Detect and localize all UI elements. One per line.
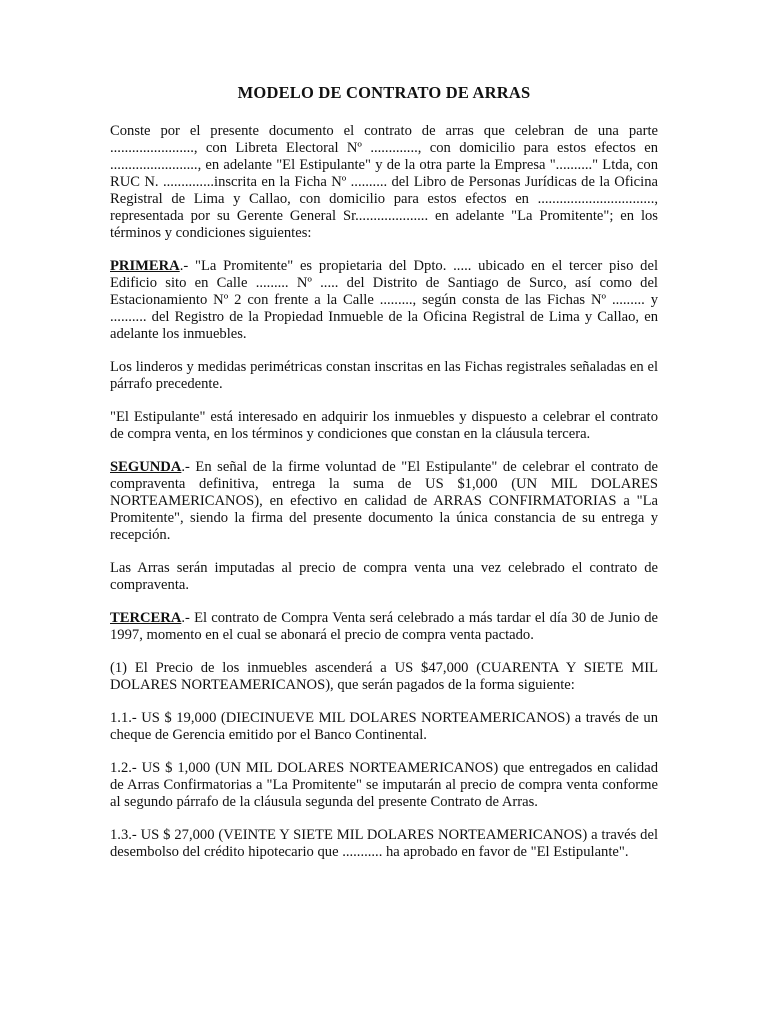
paragraph-text: Conste por el presente documento el contrato de arras que celebran de una parte ......................., con Libreta Electoral Nº ............., con domicilio para estos efectos en ........................, en adelante "El Estipulante" y de la otra parte la Empresa ".........." Ltda, con RUC N. ..............inscrita en la Ficha Nº .......... del Libro de Personas Jurídicas de la Oficina Registral de Lima y Callao, con domicilio para estos efectos en ................................, representada por su Gerente General Sr.................... en adelante "La Promitente"; en los términos y condiciones siguientes:: [110, 123, 658, 241]
paragraph-text: 1.1.- US $ 19,000 (DIECINUEVE MIL DOLARES NORTEAMERICANOS) a través de un cheque de Gerencia emitido por el Banco Continental.: [110, 710, 658, 743]
document-title: MODELO DE CONTRATO DE ARRAS: [237, 83, 531, 102]
paragraph-segunda: [110, 459, 658, 544]
paragraph-text: .- "La Promitente" es propietaria del Dpto. ..... ubicado en el tercer piso del Edificio sito en Calle ......... Nº ..... del Distrito de Santiago de Surco, así como del Estacionamiento Nº 2 con frente a la Calle ........., según consta de las Fichas Nº ......... y .......... del Registro de la Propiedad Inmueble de la Oficina Registral de Lima y Callao, en adelante los inmuebles.: [110, 258, 658, 342]
document-page: [110, 84, 658, 877]
clause-label: TERCERA: [110, 610, 182, 626]
paragraph-intro: [110, 123, 658, 242]
paragraph-text: Los linderos y medidas perimétricas constan inscritas en las Fichas registrales señaladas en el párrafo precedente.: [110, 359, 658, 392]
paragraph-text: .- El contrato de Compra Venta será celebrado a más tardar el día 30 de Junio de 1997, momento en el cual se abonará el precio de compra venta pactado.: [110, 610, 658, 643]
paragraph-text: "El Estipulante" está interesado en adquirir los inmuebles y dispuesto a celebrar el contrato de compra venta, en los términos y condiciones que constan en la cláusula tercera.: [110, 409, 658, 442]
paragraph-text: 1.2.- US $ 1,000 (UN MIL DOLARES NORTEAMERICANOS) que entregados en calidad de Arras Confirmatorias a "La Promitente" se imputarán al precio de compra venta conforme al segundo párrafo de la cláusula segunda del presente Contrato de Arras.: [110, 760, 658, 810]
paragraph-text: .- En señal de la firme voluntad de "El Estipulante" de celebrar el contrato de compraventa definitiva, entrega la suma de US $1,000 (UN MIL DOLARES NORTEAMERICANOS), en efectivo en calidad de ARRAS CONFIRMATORIAS a "La Promitente", siendo la firma del presente documento la única constancia de su entrega y recepción.: [110, 459, 658, 543]
paragraph-text: (1) El Precio de los inmuebles ascenderá a US $47,000 (CUARENTA Y SIETE MIL DOLARES NORTEAMERICANOS), que serán pagados de la forma siguiente:: [110, 660, 658, 693]
paragraph-item-1-1: [110, 710, 658, 744]
paragraph-text: Las Arras serán imputadas al precio de compra venta una vez celebrado el contrato de compraventa.: [110, 560, 658, 593]
paragraph-text: 1.3.- US $ 27,000 (VEINTE Y SIETE MIL DOLARES NORTEAMERICANOS) a través del desembolso del crédito hipotecario que ........... ha aprobado en favor de "El Estipulante".: [110, 827, 658, 860]
paragraph-item-1-3: [110, 827, 658, 861]
paragraph-arras-imputadas: [110, 560, 658, 594]
clause-label: SEGUNDA: [110, 459, 182, 475]
paragraph-estipulante: [110, 409, 658, 443]
paragraph-precio: [110, 660, 658, 694]
paragraph-item-1-2: [110, 760, 658, 811]
paragraph-linderos: [110, 359, 658, 393]
paragraph-primera: [110, 258, 658, 343]
paragraph-tercera: [110, 610, 658, 644]
clause-label: PRIMERA: [110, 258, 180, 274]
